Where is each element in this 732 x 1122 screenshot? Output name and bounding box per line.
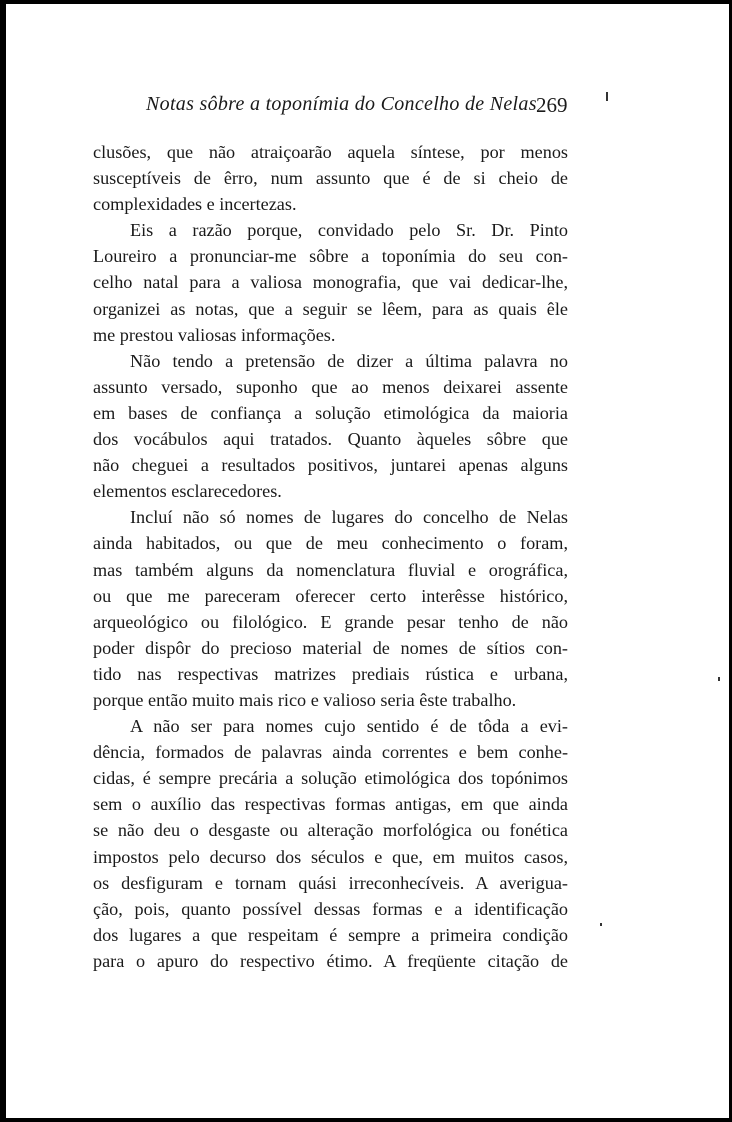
text-line: Incluí não só nomes de lugares do concelho de Nelas <box>130 507 568 528</box>
text-line: não cheguei a resultados positivos, juntarei apenas alguns <box>93 455 568 476</box>
text-line: Loureiro a pronunciar-me sôbre a toponímia do seu con- <box>93 246 568 267</box>
text-line: arqueológico ou filológico. E grande pesar tenho de não <box>93 611 568 632</box>
text-line: organizei as notas, que a seguir se lêem, para as quais êle <box>93 298 568 319</box>
text-line: ou que me pareceram oferecer certo interêsse histórico, <box>93 585 568 606</box>
text-line: impostos pelo decurso dos séculos e que, em muitos casos, <box>93 846 568 867</box>
paragraph <box>93 217 568 347</box>
scan-speck <box>606 92 608 101</box>
text-line: dência, formados de palavras ainda correntes e bem conhe- <box>93 742 568 763</box>
scan-speck <box>718 677 720 681</box>
body-text <box>93 139 568 974</box>
text-line: ainda habitados, ou que de meu conhecimento o foram, <box>93 533 568 554</box>
text-line: se não deu o desgaste ou alteração morfológica ou fonética <box>93 820 568 841</box>
text-line: mas também alguns da nomenclatura fluvial e orográfica, <box>93 559 568 580</box>
text-line: tido nas respectivas matrizes prediais rústica e urbana, <box>93 663 568 684</box>
text-line: assunto versado, suponho que ao menos deixarei assente <box>93 376 568 397</box>
page-number: 269 <box>536 93 568 117</box>
text-line: elementos esclarecedores. <box>93 481 282 502</box>
text-line: sem o auxílio das respectivas formas antigas, em que ainda <box>93 794 568 815</box>
text-line: cidas, é sempre precária a solução etimológica dos topónimos <box>93 768 568 789</box>
text-line: celho natal para a valiosa monografia, que vai dedicar-lhe, <box>93 272 568 293</box>
text-line: Eis a razão porque, convidado pelo Sr. Dr. Pinto <box>130 220 568 241</box>
text-line: complexidades e incertezas. <box>93 194 297 215</box>
text-line: ção, pois, quanto possível dessas formas e a identificação <box>93 898 568 919</box>
text-line: dos vocábulos aqui tratados. Quanto àqueles sôbre que <box>93 429 568 450</box>
text-line: porque então muito mais rico e valioso seria êste trabalho. <box>93 689 517 710</box>
text-line: os desfiguram e tornam quási irreconhecíveis. A averigua- <box>93 872 568 893</box>
scan-speck <box>600 923 602 926</box>
text-line: A não ser para nomes cujo sentido é de tôda a evi- <box>130 716 568 737</box>
text-line: susceptíveis de êrro, num assunto que é de si cheio de <box>93 168 568 189</box>
text-line: em bases de confiança a solução etimológica da maioria <box>93 402 568 423</box>
text-line: Não tendo a pretensão de dizer a última palavra no <box>130 350 568 371</box>
paragraph <box>93 139 568 217</box>
running-title: Notas sôbre a toponímia do Concelho de Nelas <box>146 93 537 115</box>
paragraph <box>93 504 568 713</box>
text-line: clusões, que não atraiçoarão aquela síntese, por menos <box>93 142 568 162</box>
text-line: poder dispôr do precioso material de nomes de sítios con- <box>93 637 568 658</box>
paragraph <box>93 348 568 505</box>
text-line: dos lugares a que respeitam é sempre a primeira condição <box>93 924 568 945</box>
paragraph <box>93 713 568 974</box>
text-line: para o apuro do respectivo étimo. A freqüente citação de <box>93 950 568 971</box>
text-line: me prestou valiosas informações. <box>93 324 336 345</box>
